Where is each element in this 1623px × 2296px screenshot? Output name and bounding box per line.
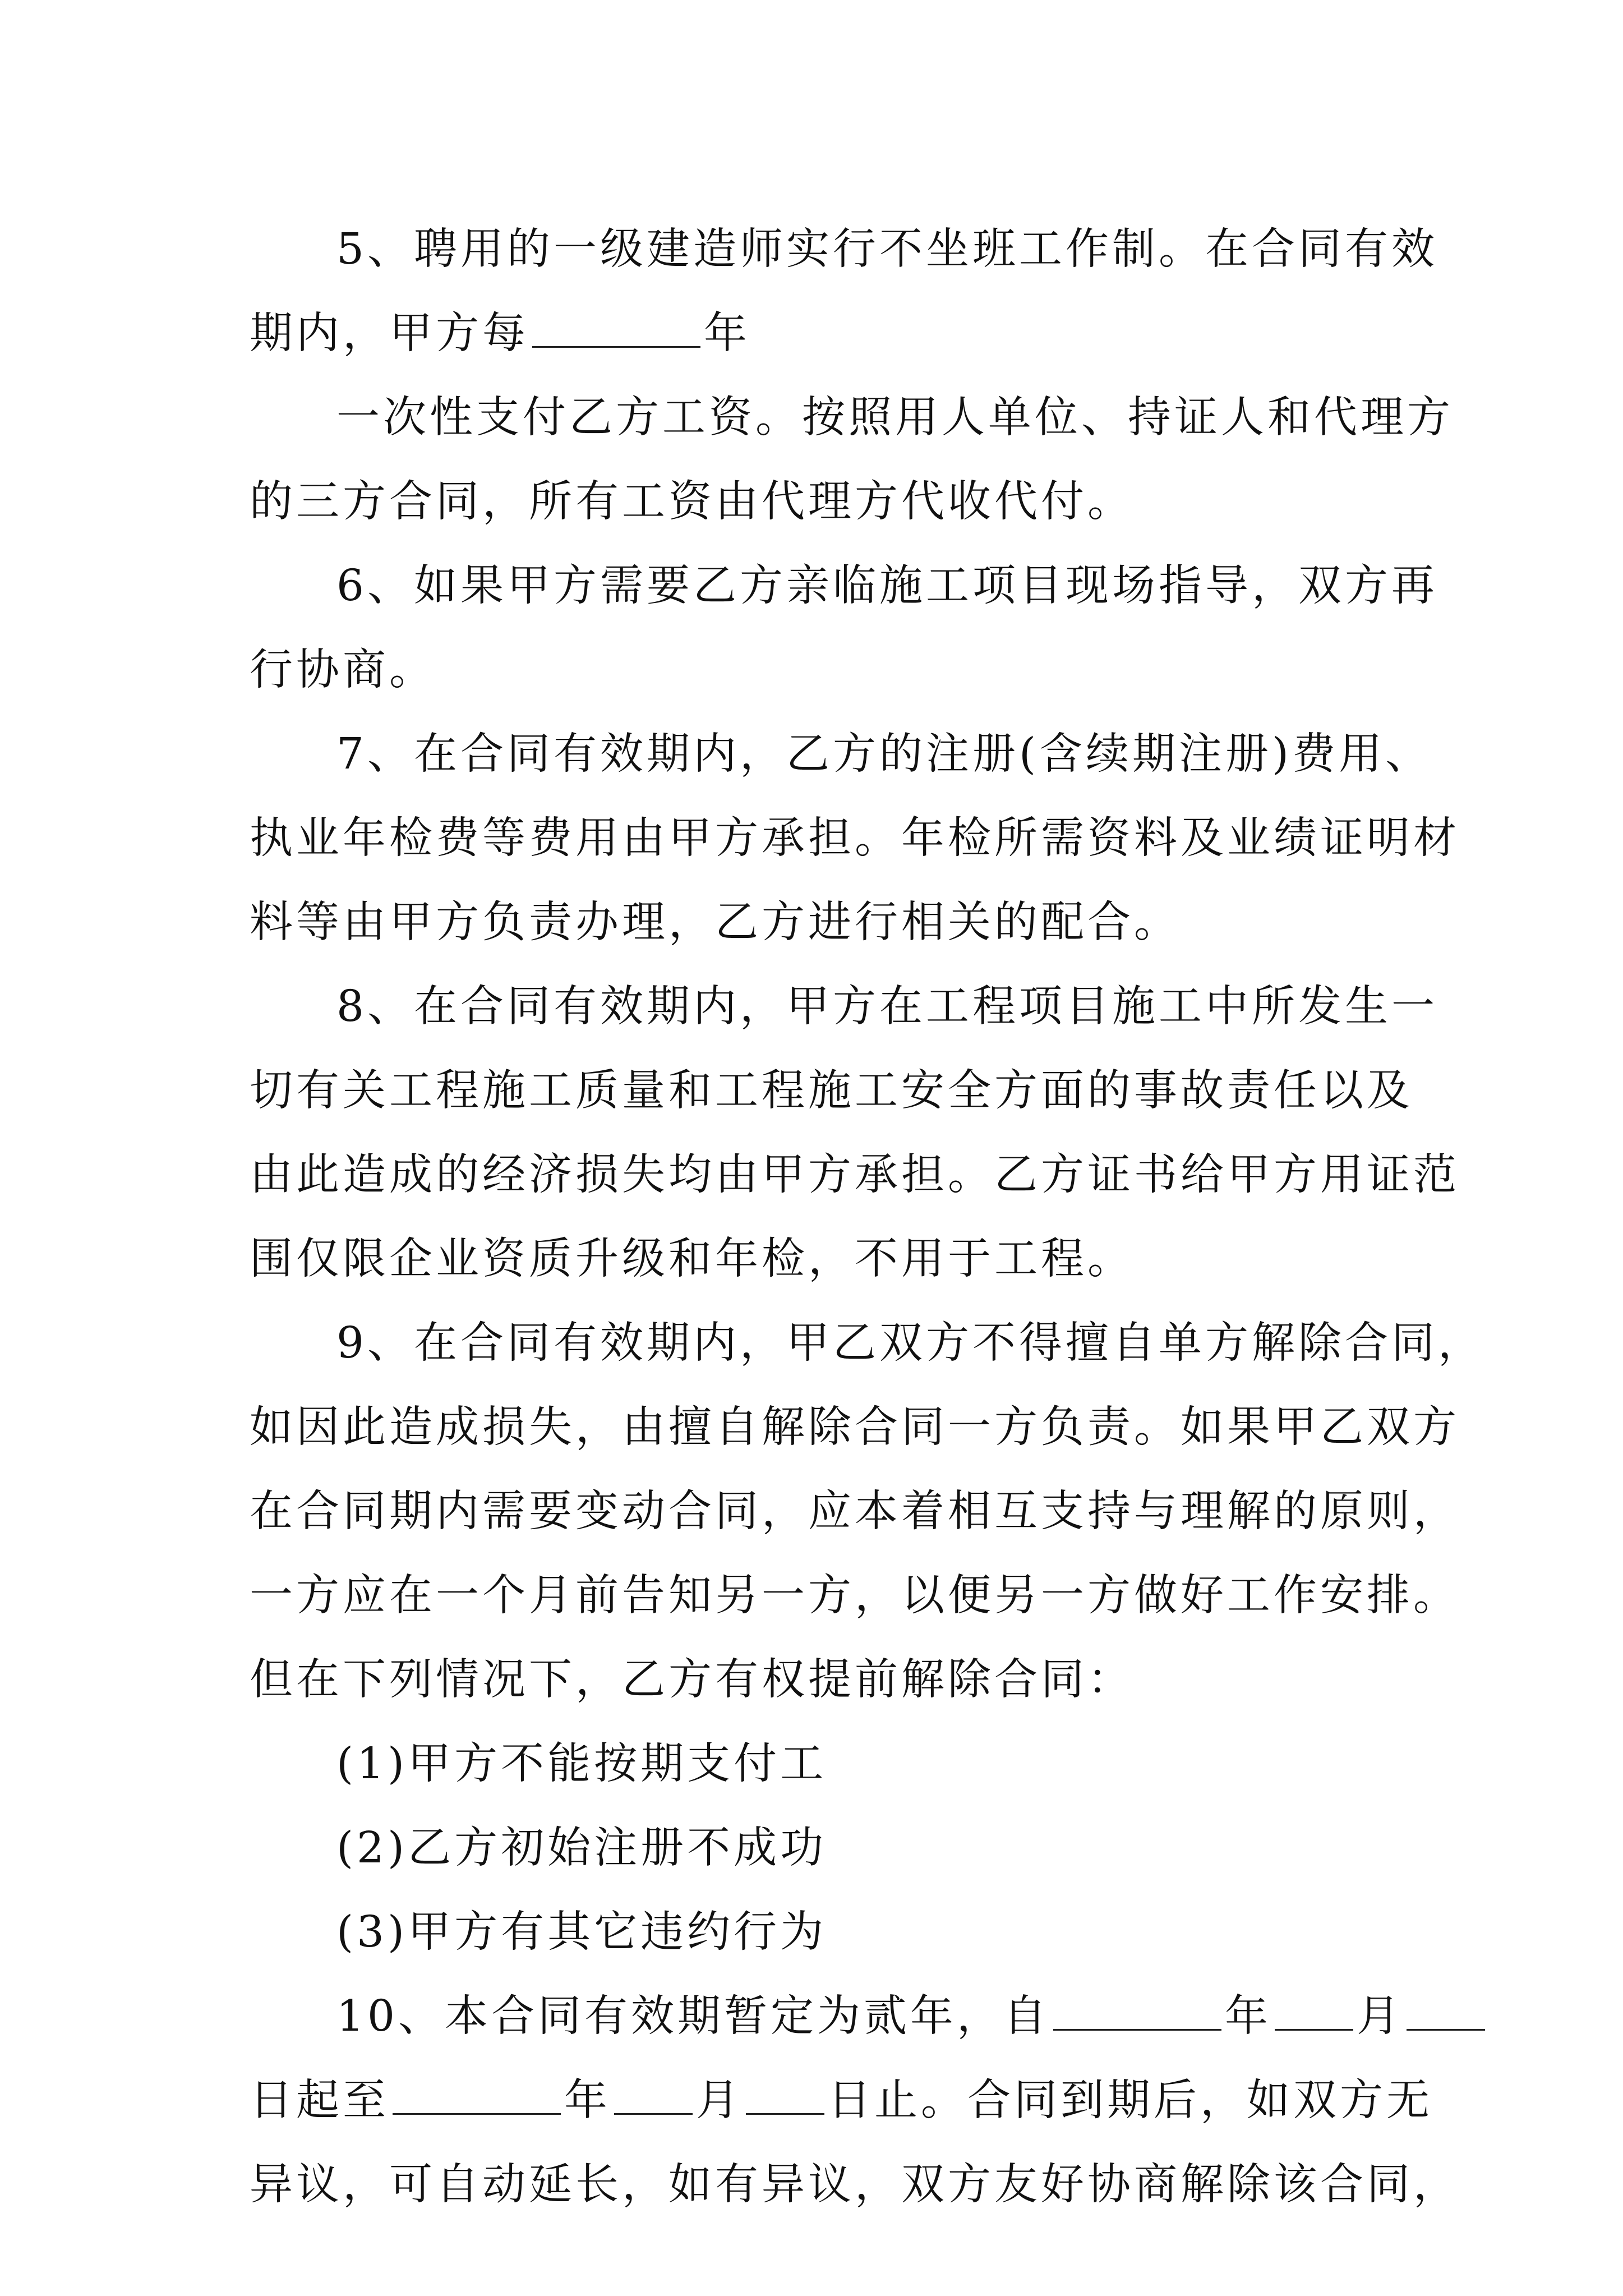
text-line: 异议，可自动延长，如有异议，双方友好协商解除该合同， bbox=[250, 2160, 1460, 2210]
text-line: 行协商。 bbox=[250, 645, 436, 695]
blank-field bbox=[1275, 1995, 1353, 2031]
blank-field bbox=[614, 2079, 693, 2115]
list-item: (1)甲方不能按期支付工 bbox=[336, 1739, 827, 1789]
text-line: 8、在合同有效期内，甲方在工程项目施工中所发生一 bbox=[336, 982, 1438, 1032]
text-line: 一方应在一个月前告知另一方，以便另一方做好工作安排。 bbox=[250, 1571, 1460, 1621]
blank-field bbox=[532, 312, 700, 348]
blank-field bbox=[1407, 1995, 1485, 2031]
text-line: 9、在合同有效期内，甲乙双方不得擅自单方解除合同， bbox=[336, 1318, 1484, 1368]
text-line: 由此造成的经济损失均由甲方承担。乙方证书给甲方用证范 bbox=[250, 1150, 1460, 1200]
text-line: 在合同期内需要变动合同，应本着相互支持与理解的原则， bbox=[250, 1487, 1460, 1536]
text-line: 7、在合同有效期内，乙方的注册(含续期注册)费用、 bbox=[336, 729, 1432, 779]
list-item: (2)乙方初始注册不成功 bbox=[336, 1823, 827, 1873]
text-line: 围仅限企业资质升级和年检，不用于工程。 bbox=[250, 1234, 1134, 1284]
text-line: 的三方合同，所有工资由代理方代收代付。 bbox=[250, 477, 1134, 527]
contract-text bbox=[250, 208, 1484, 2227]
text-line: 6、如果甲方需要乙方亲临施工项目现场指导，双方再 bbox=[336, 561, 1438, 611]
list-item: (3)甲方有其它违约行为 bbox=[336, 1907, 827, 1957]
text-line: 期内，甲方每 年 bbox=[250, 309, 750, 358]
text-line: 日起至 年 月 日止。合同到期后，如双方无 bbox=[250, 2076, 1433, 2125]
text-line: 5、聘用的一级建造师实行不坐班工作制。在合同有效 bbox=[336, 224, 1438, 274]
blank-field bbox=[1053, 1995, 1221, 2031]
text-line: 一次性支付乙方工资。按照用人单位、持证人和代理方 bbox=[336, 393, 1454, 443]
blank-field bbox=[746, 2079, 824, 2115]
text-line: 切有关工程施工质量和工程施工安全方面的事故责任以及 bbox=[250, 1066, 1413, 1116]
text-line: 10、本合同有效期暂定为贰年，自 年 月 bbox=[250, 1975, 1394, 2059]
text-line: 如因此造成损失，由擅自解除合同一方负责。如果甲乙双方 bbox=[250, 1402, 1460, 1452]
text-line: 执业年检费等费用由甲方承担。年检所需资料及业绩证明材 bbox=[250, 813, 1460, 863]
blank-field bbox=[393, 2079, 561, 2115]
text-line: 但在下列情况下，乙方有权提前解除合同： bbox=[250, 1655, 1134, 1705]
text-line: 料等由甲方负责办理，乙方进行相关的配合。 bbox=[250, 898, 1181, 947]
